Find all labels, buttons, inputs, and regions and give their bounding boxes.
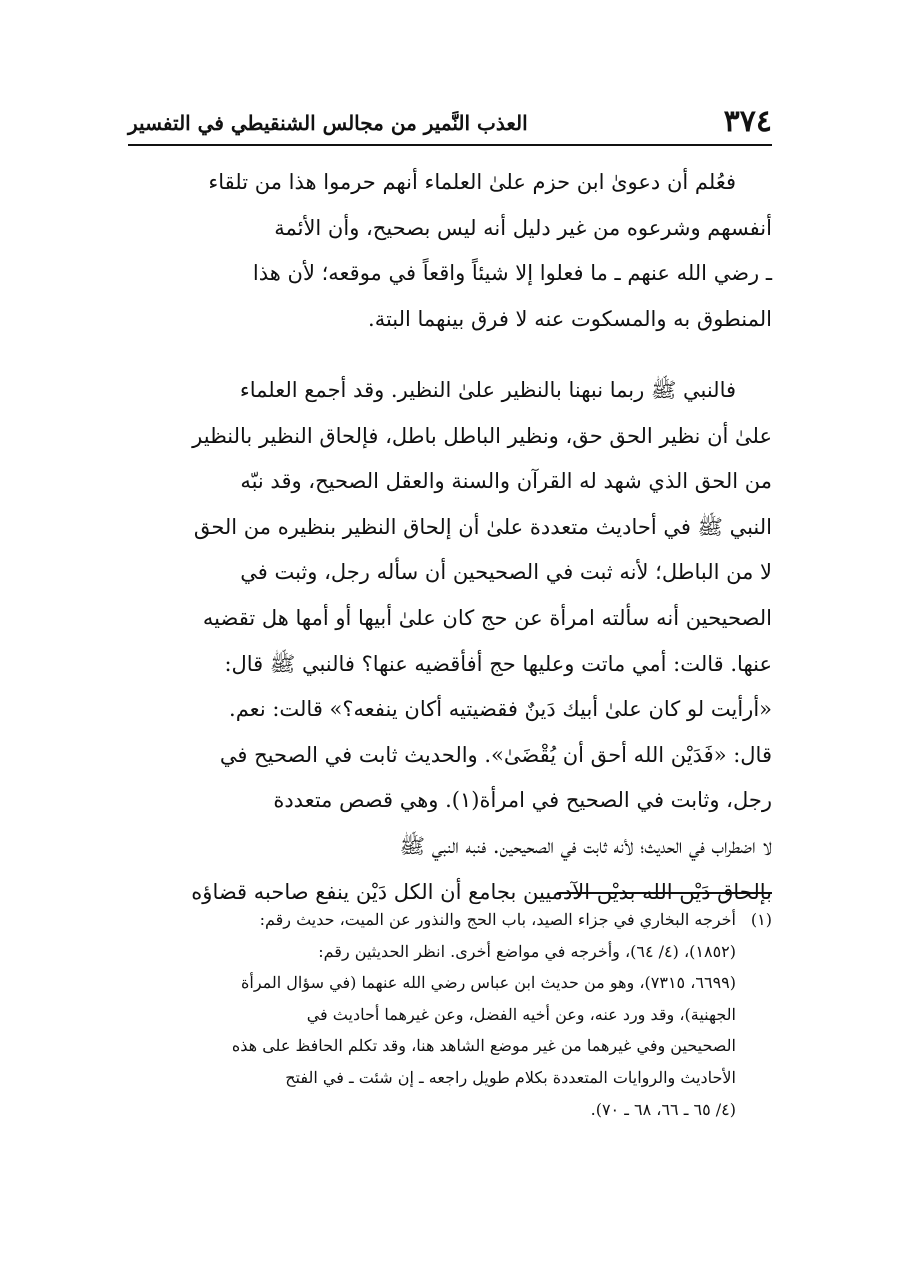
text-line: النبي ﷺ في أحاديث متعددة علىٰ أن إلحاق النظير بنظيره من الحق: [193, 514, 772, 539]
footnote-line: الصحيحين وفي غيرهما من غير موضع الشاهد هنا، وقد تكلم الحافظ على هذه: [231, 1036, 736, 1056]
page-number: ٣٧٤: [723, 104, 772, 139]
running-title: العذب النَّمير من مجالس الشنقيطي في التفسير: [128, 111, 528, 135]
text-line: علىٰ أن نظير الحق حق، ونظير الباطل باطل، فإلحاق النظير بالنظير: [192, 423, 772, 448]
text-line: من الحق الذي شهد له القرآن والسنة والعقل الصحيح، وقد نبّه: [240, 469, 772, 494]
paragraph-1: [128, 160, 772, 342]
text-line: فعُلم أن دعوىٰ ابن حزم علىٰ العلماء أنهم حرموا هذا من تلقاء: [208, 170, 736, 194]
footnote-number: (١): [750, 910, 772, 929]
footnote-separator: [557, 892, 772, 894]
text-line: رجل، وثابت في الصحيح في امرأة(١). وهي قصص متعددة: [273, 788, 772, 813]
text-line: ـ رضي الله عنهم ـ ما فعلوا إلا شيئاً واقعاً في موقعه؛ لأن هذا: [252, 261, 772, 286]
text-line: لا اضطراب في الحديث؛ لأنه ثابت في الصحيحين. فنبه النبي ﷺ: [399, 833, 772, 858]
footnote: [128, 904, 772, 1125]
footnote-line: (١٨٥٢)، (٤/ ٦٤)، وأخرجه في مواضع أخرى. انظر الحديثين رقم:: [318, 941, 736, 961]
text-line: قال: «فَدَيْن الله أحق أن يُقْضَىٰ». والحديث ثابت في الصحيح في: [219, 742, 772, 767]
text-line: لا من الباطل؛ لأنه ثبت في الصحيحين أن سأله رجل، وثبت في: [240, 560, 772, 585]
text-line: الصحيحين أنه سألته امرأة عن حج كان علىٰ أبيها أو أمها هل تقضيه: [202, 605, 772, 630]
footnote-line: (٤/ ٦٥ ـ ٦٦، ٦٨ ـ ٧٠).: [590, 1099, 736, 1119]
footnote-line: الأحاديث والروايات المتعددة بكلام طويل راجعه ـ إن شئت ـ في الفتح: [285, 1067, 736, 1087]
text-line: المنطوق به والمسكوت عنه لا فرق بينهما البتة.: [368, 306, 772, 331]
text-line: فالنبي ﷺ ربما نبهنا بالنظير علىٰ النظير. وقد أجمع العلماء: [239, 378, 736, 402]
paragraph-2: [128, 368, 772, 915]
footnote-line: الجهنية)، وقد ورد عنه، وعن أخيه الفضل، وعن غيرهما أحاديث في: [306, 1004, 736, 1024]
text-line: أنفسهم وشرعوه من غير دليل أنه ليس بصحيح، وأن الأئمة: [274, 215, 772, 240]
footnote-line: (٦٦٩٩، ٧٣١٥)، وهو من حديث ابن عباس رضي الله عنهما (في سؤال المرأة: [240, 973, 736, 993]
page-header: [128, 104, 772, 146]
text-line: عنها. قالت: أمي ماتت وعليها حج أفأقضيه عنها؟ فالنبي ﷺ قال:: [224, 651, 772, 676]
text-line: بإلحاق دَيْن الله بديْن الآدميين بجامع أن الكل دَيْن ينفع صاحبه قضاؤه: [191, 879, 772, 904]
text-line: «أرأيت لو كان علىٰ أبيك دَينٌ فقضيتيه أكان ينفعه؟» قالت: نعم.: [229, 697, 772, 722]
footnote-line: أخرجه البخاري في جزاء الصيد، باب الحج والنذور عن الميت، حديث رقم:: [259, 910, 736, 929]
